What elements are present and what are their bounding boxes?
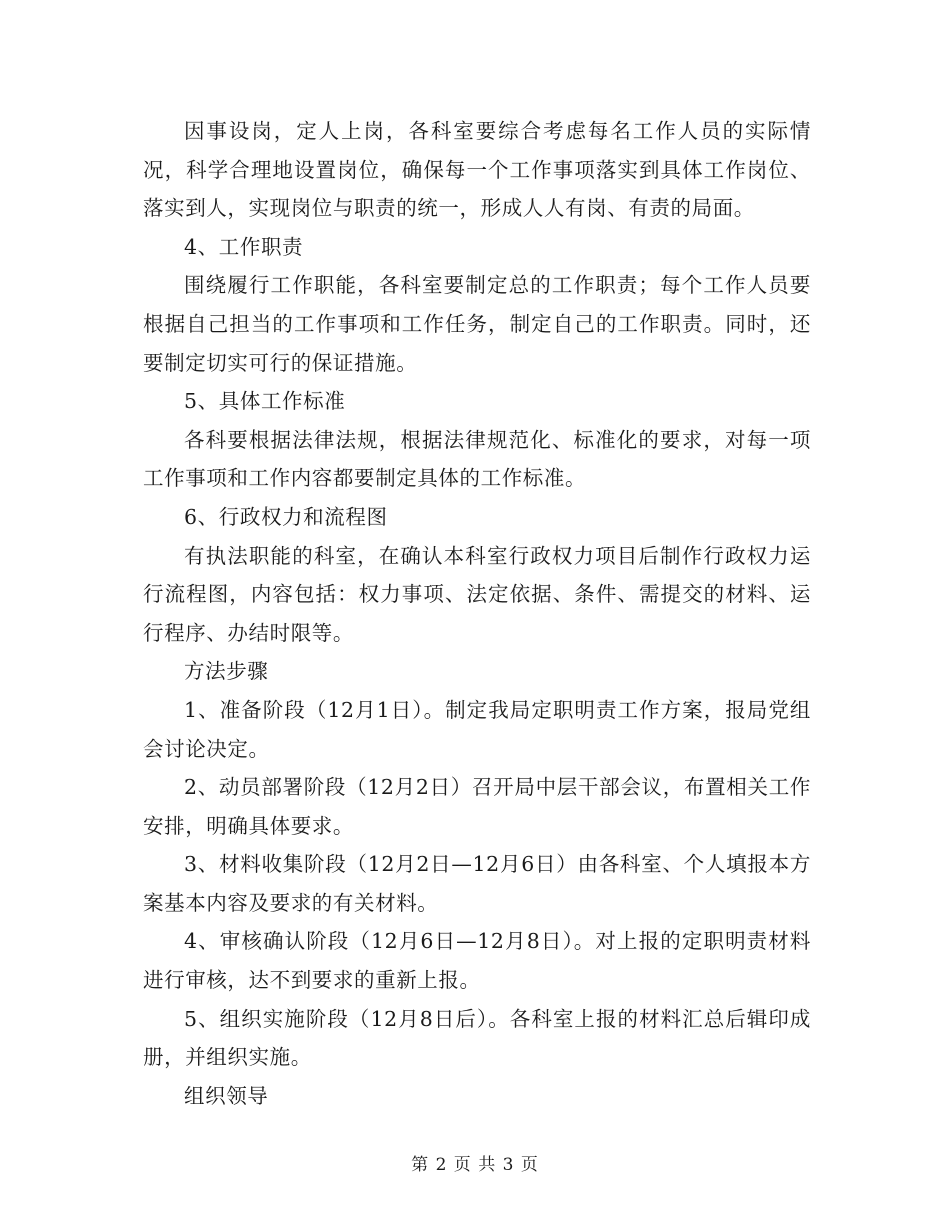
heading-method-steps: 方法步骤 xyxy=(184,659,269,684)
page-number-footer: 第 2 页 共 3 页 xyxy=(411,1155,539,1175)
paragraph-job-duties: 围绕履行工作职能，各科室要制定总的工作职责；每个工作人员要根据自己担当的工作事项和工作任务，制定自己的工作职责。同时，还要制定切实可行的保证措施。 xyxy=(143,273,811,375)
paragraph-step-review: 4、审核确认阶段（12月6日—12月8日）。对上报的定职明责材料进行审核，达不到要求的重新上报。 xyxy=(143,929,811,993)
heading-job-duties: 4、工作职责 xyxy=(184,234,304,259)
paragraph-step-implementation: 5、组织实施阶段（12月8日后）。各科室上报的材料汇总后辑印成册，并组织实施。 xyxy=(143,1006,811,1070)
paragraph-work-standards: 各科要根据法律法规，根据法律规范化、标准化的要求，对每一项工作事项和工作内容都要制定具体的工作标准。 xyxy=(143,427,811,491)
paragraph-step-mobilization: 2、动员部署阶段（12月2日）召开局中层干部会议，布置相关工作安排，明确具体要求。 xyxy=(143,775,811,838)
paragraph-post-setting: 因事设岗，定人上岗，各科室要综合考虑每名工作人员的实际情况，科学合理地设置岗位，确保每一个工作事项落实到具体工作岗位、落实到人，实现岗位与职责的统一，形成人人有岗、有责的局面。 xyxy=(143,119,811,221)
heading-organization-leadership: 组织领导 xyxy=(184,1083,269,1108)
heading-admin-power-flowchart: 6、行政权力和流程图 xyxy=(184,504,388,529)
paragraph-step-preparation: 1、准备阶段（12月1日）。制定我局定职明责工作方案，报局党组会讨论决定。 xyxy=(143,697,811,761)
document-page xyxy=(143,112,811,1115)
paragraph-step-collection: 3、材料收集阶段（12月2日—12月6日）由各科室、个人填报本方案基本内容及要求的有关材料。 xyxy=(143,852,811,915)
heading-work-standards: 5、具体工作标准 xyxy=(184,389,346,414)
paragraph-admin-power-flowchart: 有执法职能的科室，在确认本科室行政权力项目后制作行政权力运行流程图，内容包括：权力事项、法定依据、条件、需提交的材料、运行程序、办结时限等。 xyxy=(143,543,811,645)
